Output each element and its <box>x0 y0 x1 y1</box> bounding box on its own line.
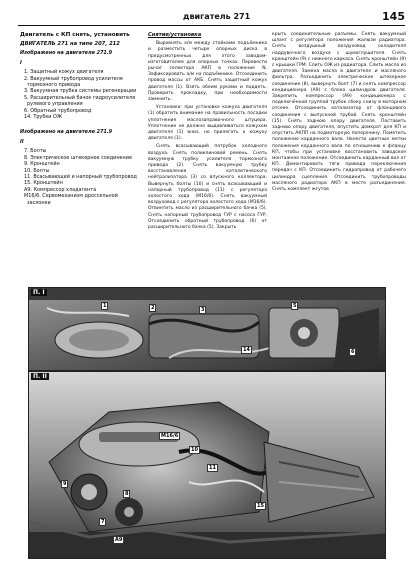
callout: 8 <box>125 491 129 497</box>
running-header-title: двигатель 271 <box>183 12 251 21</box>
engine-photo-2 <box>28 371 386 559</box>
legend-item: 9. Кронштейн <box>24 161 60 168</box>
callout: 7 <box>101 519 105 525</box>
figure1-legend <box>20 69 138 120</box>
callout: 6 <box>351 349 355 355</box>
figure2-caption-title: Изображено на двигателе 271.9 <box>20 129 113 136</box>
figure2-roman: II <box>20 138 24 145</box>
section-subheading: ДВИГАТЕЛЬ 271 на типе 207, 212 <box>20 41 120 47</box>
legend-item: 8. Электрическое штекерное соединение <box>24 154 132 161</box>
figure1-caption-title: Изображено на двигателе 271.9 <box>20 50 113 57</box>
callout: 15 <box>257 503 264 509</box>
callout: 14 <box>243 347 250 353</box>
legend-item: 11. Всасывающий и напорный трубопровод <box>24 173 137 180</box>
procedure-paragraph: крыть соединительные разъемы. Снять вакуумный шланг с регулятора положения жалюзи радиатора. Снять воздушный воздуховод охладителя наддувочного воздуха с шумоглушителя. Снять кронштейн (9) с нижнего каркаса. Снять кронштейн (9) с крышки ГРМ. Слить ОЖ из радиатора. Слить масло из двигателя. Замена масла в двигателе и масляного фильтра. Разъединить электрическое штекерное соединение (8), вывернуть болт (7) и снять компрессор кондиционера (A9) с блока цилиндров двигателя. Закрепить компрессор (A9) кондиционера с подключённой группой трубок сбоку снизу в моторном отсеке. Отсоединить катализатор от фланцевого соединения с выпускной трубой. Снять кронштейн (15). Снять заднюю опору двигателя. Поставить заднюю опору двигателя, опустить домкрат для КП и опустить АКПП на подмоторную поперечину. Пометить положение карданного вала. Нанести цветные метки положения карданного вала по отношению к фланцу КП, чтобы при установке восстановить заводское монтажное положение. Отсоединить карданный вал от КП. Демонтировать тяги привода переключения передач с КП. Отсоединить гидропровод от рабочего цилиндра сцепления. Отсоединить трубопроводы масляного радиатора АКП в месте разъединения. Снять комплект жгутов <box>272 32 406 193</box>
procedure-paragraph: Установка: при установке кожуха двигателя (1) обратить внимание на правильность посадки уплотнения маслозаправочного штуцера. Уплотнение не должно выдавливаться кожухом двигателя (1) вниз, но прилегать к кожуху двигателя (1). <box>148 105 267 142</box>
photo-label: П. I <box>33 289 45 296</box>
header-rule <box>18 25 405 26</box>
procedure-paragraph: Выровнять а/м между стойками подъёмника и разместить четыре опорных диска в предусмотренных для этого заводом-изготовителем для опорных точках. Перевести рычаг селектора АКП в положение N. Зафиксировать а/м на подъёмнике. Отсоединить провод массы от АКБ. Снять защитный кожух двигателя (1). Взять обеим руками и поддеть. Проверить прокладку, при необходимости заменить. <box>148 41 267 103</box>
legend-item: 5. Расширительный бачок гидроусилителя рулевого управления <box>24 94 136 108</box>
callout: 2 <box>151 305 155 311</box>
callout: M16/6 <box>161 433 179 439</box>
callout: 5 <box>293 303 297 309</box>
right-column <box>272 32 406 195</box>
callout: 10 <box>191 447 198 453</box>
legend-item: 1. Защитный кожух двигателя <box>24 69 104 76</box>
callout: 11 <box>209 465 216 471</box>
legend-item: 2. Вакуумный трубопровод усилителя тормозного привода <box>24 75 123 89</box>
legend-item: M16/6. Сервомеханизм дроссельной заслонки <box>24 193 118 206</box>
section-heading: Двигатель с КП снять, установить <box>20 32 130 38</box>
legend-item: A9. Компрессор хладагента <box>24 186 97 193</box>
engine-photo-1 <box>28 287 386 371</box>
middle-column <box>148 32 267 233</box>
figure2-legend <box>20 148 138 206</box>
legend-item: 6. Обратный трубопровод <box>24 107 92 114</box>
callout: 3 <box>201 307 205 313</box>
legend-item: 14. Трубки ОЖ <box>24 114 63 121</box>
page-number: 145 <box>382 10 405 23</box>
legend-item: 10. Болты <box>24 167 50 174</box>
photo-label: П. II <box>33 373 47 380</box>
callout: 9 <box>63 481 67 487</box>
left-column <box>20 32 138 206</box>
engine-photo-1-image <box>29 288 385 370</box>
callout: A9 <box>115 537 123 543</box>
legend-item: 3. Вакуумная трубка системы регенерации <box>24 88 137 95</box>
legend-item: 15. Кронштейн <box>24 180 63 187</box>
callout: 1 <box>103 303 107 309</box>
legend-item: 7. Болты <box>24 148 47 155</box>
procedure-heading: Снятие/установка <box>148 32 202 38</box>
figure1-roman: I <box>20 59 22 66</box>
procedure-paragraph: Снять всасывающий патрубок холодного воздуха. Снять поликлиновой ремень. Снять вакуумную трубку усилителя тормозного привода (2). Снять вакуумную трубку восстановления каталитического нейтрализатора (3) со впускного коллектора. Вывернуть болты (10) и снять всасывающий и напорный трубопровод (11) с регулятора холостого хода (M16/6). Снять вакуумный воздуховод с регулятора холостого хода (M16/6). Отвинтить масло из расширительного бачка (5). Снять напорный трубопровод ГУР с насоса ГУР. Отсоединить обратный трубопровод (6) от расширительного бачка (5). Закрыть <box>148 144 267 231</box>
